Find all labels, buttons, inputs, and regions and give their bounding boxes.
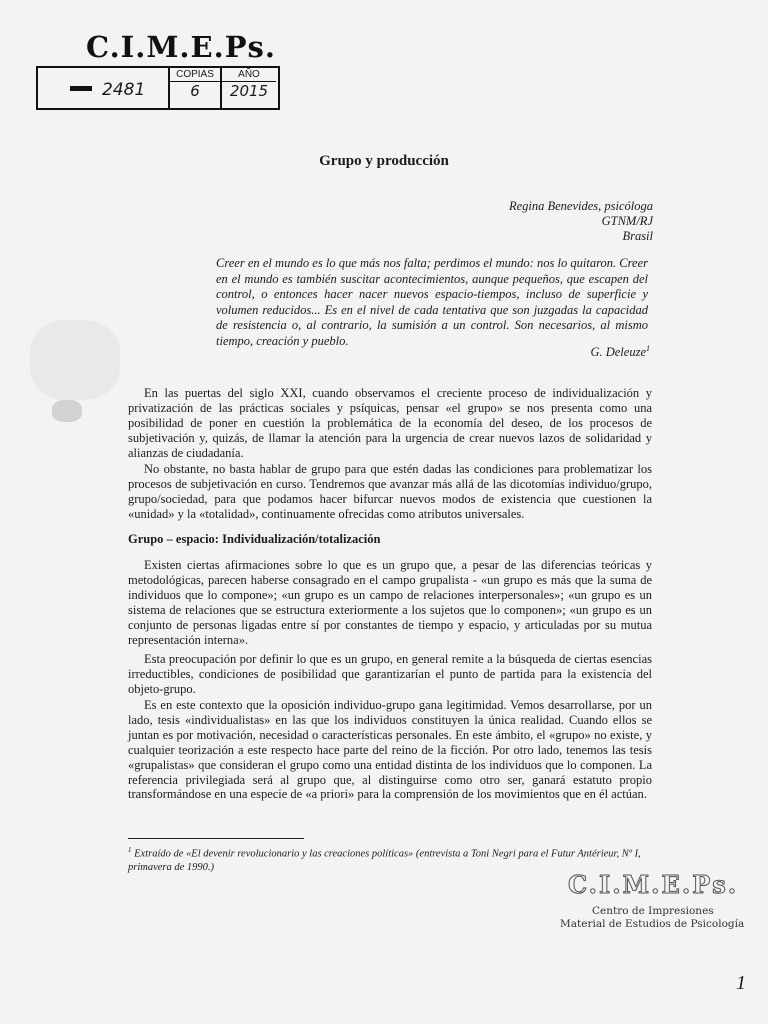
stamp-year-label: AÑO	[222, 68, 276, 82]
author-country: Brasil	[622, 229, 653, 243]
footnote-mark: 1	[128, 846, 132, 854]
stamp-copies-label: COPIAS	[170, 68, 220, 82]
footnote-rule	[128, 838, 304, 839]
printing-seal	[560, 870, 750, 930]
stamp-org: C.I.M.E.Ps.	[86, 30, 276, 64]
scan-smudge	[52, 400, 82, 422]
epigraph-signature	[590, 344, 650, 360]
scan-smudge	[30, 320, 120, 400]
author-name: Regina Benevides, psicóloga	[508, 199, 653, 213]
paragraph-5: Es en este contexto que la oposición individuo-grupo gana legitimidad. Vemos desarrollarse, por un lado, tesis «individualistas» en las que los individuos constituyen la única realidad. Cuando ellos se juntan es por motivación, necesidad o características personales. En este ámbito, el «grupo» no existe, y cualquier teorización a este respecto hace parte del reino de la ficción. Por otro lado, tenemos las tesis «grupalistas» que consideran el grupo como una entidad distinta de los individuos que lo componen. La referencia privilegiada será al grupo que, al distinguirse como otro ser, ganará estatuto propio transformándose en una especie de «a priori» para la comprensión de los movimientos que en él actúan.	[128, 698, 652, 802]
document-title: Grupo y producción	[319, 153, 449, 169]
page-number: 1	[736, 972, 746, 994]
seal-line-1: Centro de Impresiones	[592, 905, 714, 917]
author-block	[509, 199, 653, 244]
stamp-number-cell	[38, 68, 170, 108]
footnote-ref: 1	[646, 344, 650, 353]
stamp-number: 2481	[102, 80, 146, 100]
stamp-year-cell	[222, 68, 276, 108]
paragraph-3: Existen ciertas afirmaciones sobre lo que es un grupo que, a pesar de las diferencias teóricas y metodológicas, parecen haberse consagrado en el campo grupalista - «un grupo es más que la suma de individuos que lo compone»; «un grupo es un campo de relaciones interpersonales»; «un grupo es un sistema de relaciones que se estructura exteriormente a los sujetos que lo componen»; «un grupo es un conjunto de personas ligadas entre sí por constantes de tiempo y espacio, y articuladas por su mutua representación interna».	[128, 558, 652, 647]
paragraph-intro: En las puertas del siglo XXI, cuando observamos el creciente proceso de individualización y privatización de las prácticas sociales y psíquicas, pensar «el grupo» se nos presenta como una posibilidad de poner en cuestión la problemática de la economía del deseo, de los procesos de subjetivación y, quizás, de llamar la atención para la urgencia de crear nuevos lazos de solidaridad y alianzas de ciudadanía.	[128, 386, 652, 460]
stamp-year-value: 2015	[229, 82, 269, 100]
footnote-text: Extraído de «El devenir revolucionario y las creaciones políticas» (entrevista a Toni Negri para el Futur Antérieur, Nº I, primavera de 1990.)	[128, 848, 641, 873]
seal-line-2: Material de Estudios de Psicología	[560, 918, 745, 930]
epigraph-author: G. Deleuze	[590, 345, 646, 360]
author-affiliation: GTNM/RJ	[601, 214, 653, 228]
seal-org: C.I.M.E.Ps.	[568, 870, 739, 899]
paragraph-4: Esta preocupación por definir lo que es un grupo, en general remite a la búsqueda de ciertas esencias irreductibles, condiciones de posibilidad que garantizarían el punto de partida para la existencia del objeto-grupo.	[128, 652, 652, 696]
epigraph-text: Creer en el mundo es lo que más nos falta; perdimos el mundo: nos lo quitaron. Creer en el mundo es también suscitar acontecimientos, aunque pequeños, que escapen del control, o entonces hacer nacer nuevos espacio-tiempos, incluso de superficie y volumen reducidos... Es en el nivel de cada tentativa que son juzgadas la capacidad de resistencia o, al contrario, la sumisión a un control. Son necesarios, al mismo tiempo, creación y pueblo.	[216, 256, 648, 348]
stamp-dash	[70, 86, 92, 91]
paragraph-2: No obstante, no basta hablar de grupo para que estén dadas las condiciones para problematizar los procesos de subjetivación en curso. Tendremos que avanzar más allá de las dicotomías individuo/grupo, grupo/sociedad, para que podamos hacer bifurcar nuevos modos de existencia que cuestionen la «unidad» y la «totalidad», continuamente ofrecidas como atributos universales.	[128, 462, 652, 521]
archive-stamp	[36, 66, 280, 110]
section-heading: Grupo – espacio: Individualización/totalización	[128, 532, 381, 546]
stamp-copies-cell	[170, 68, 222, 108]
stamp-copies-value: 6	[190, 82, 200, 100]
